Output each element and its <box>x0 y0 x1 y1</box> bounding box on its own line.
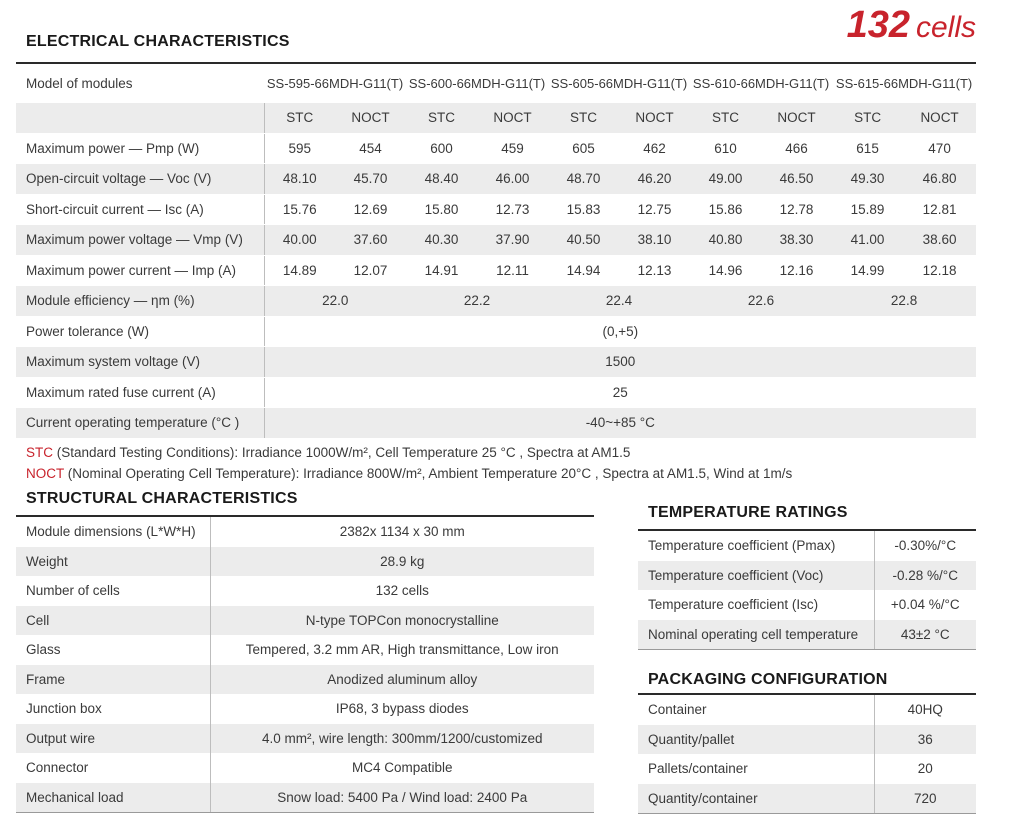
packaging-label: Quantity/container <box>638 784 874 814</box>
tolerance-value: (0,+5) <box>264 316 976 347</box>
cells-number: 132 <box>846 4 910 46</box>
model-name: SS-605-66MDH-G11(T) <box>548 65 690 103</box>
tolerance-row <box>16 316 976 347</box>
stc-header: STC <box>548 103 619 134</box>
system-voltage-row <box>16 347 976 378</box>
structural-label: Mechanical load <box>16 783 210 813</box>
temperature-value: +0.04 %/°C <box>874 590 976 620</box>
parameter-label: Short-circuit current — Isc (A) <box>16 194 264 225</box>
model-name: SS-600-66MDH-G11(T) <box>406 65 548 103</box>
parameter-value: 12.18 <box>903 255 976 286</box>
op-temp-value: -40~+85 °C <box>264 408 976 439</box>
structural-value: 2382x 1134 x 30 mm <box>210 517 594 547</box>
noct-key: NOCT <box>26 466 65 481</box>
model-name: SS-615-66MDH-G11(T) <box>832 65 976 103</box>
stc-key: STC <box>26 445 53 460</box>
packaging-label: Container <box>648 702 707 718</box>
structural-row <box>16 547 594 577</box>
electrical-title: ELECTRICAL CHARACTERISTICS <box>26 33 290 50</box>
structural-value: Anodized aluminum alloy <box>210 665 594 695</box>
parameter-value: 40.30 <box>406 225 477 256</box>
parameter-value: 46.00 <box>477 164 548 195</box>
op-temp-label: Current operating temperature (°C ) <box>16 408 264 439</box>
packaging-row <box>638 784 976 814</box>
parameter-value: 46.20 <box>619 164 690 195</box>
parameter-value: 615 <box>832 133 903 164</box>
parameter-value: 38.10 <box>619 225 690 256</box>
efficiency-value: 22.8 <box>832 286 976 317</box>
efficiency-label: Module efficiency — ηm (%) <box>16 286 264 317</box>
structural-row <box>16 753 594 783</box>
efficiency-row <box>16 286 976 317</box>
stc-header: STC <box>406 103 477 134</box>
structural-value: 4.0 mm², wire length: 300mm/1200/customized <box>210 724 594 754</box>
structural-value: N-type TOPCon monocrystalline <box>210 606 594 636</box>
structural-label: Output wire <box>16 724 210 754</box>
efficiency-value: 22.6 <box>690 286 832 317</box>
temperature-value: -0.30%/°C <box>874 531 976 561</box>
fuse-value: 25 <box>264 377 976 408</box>
parameter-value: 40.50 <box>548 225 619 256</box>
structural-row <box>16 576 594 606</box>
cells-badge <box>847 4 976 47</box>
fuse-row <box>16 377 976 408</box>
structural-title: STRUCTURAL CHARACTERISTICS <box>26 490 298 507</box>
model-name: SS-595-66MDH-G11(T) <box>264 65 406 103</box>
parameter-value: 15.89 <box>832 194 903 225</box>
parameter-value: 12.75 <box>619 194 690 225</box>
packaging-table <box>638 695 976 814</box>
stc-text: (Standard Testing Conditions): Irradiance 1000W/m², Cell Temperature 25 °C , Spectra at AM1.5 <box>53 445 631 460</box>
electrical-row <box>16 225 976 256</box>
parameter-value: 37.60 <box>335 225 406 256</box>
parameter-value: 15.86 <box>690 194 761 225</box>
packaging-title: PACKAGING CONFIGURATION <box>648 671 888 688</box>
parameter-value: 12.13 <box>619 255 690 286</box>
cells-word: cells <box>915 11 976 44</box>
temperature-table <box>638 531 976 650</box>
electrical-row <box>16 255 976 286</box>
noct-header: NOCT <box>761 103 832 134</box>
parameter-value: 41.00 <box>832 225 903 256</box>
parameter-label: Open-circuit voltage — Voc (V) <box>16 164 264 195</box>
structural-row <box>16 694 594 724</box>
parameter-value: 14.94 <box>548 255 619 286</box>
structural-label: Weight <box>16 547 210 577</box>
parameter-value: 38.30 <box>761 225 832 256</box>
noct-header: NOCT <box>335 103 406 134</box>
structural-label: Module dimensions (L*W*H) <box>26 524 196 540</box>
temperature-value: -0.28 %/°C <box>874 561 976 591</box>
structural-label: Cell <box>16 606 210 636</box>
electrical-row <box>16 164 976 195</box>
tolerance-label: Power tolerance (W) <box>16 316 264 347</box>
structural-table <box>16 517 594 813</box>
parameter-value: 38.60 <box>903 225 976 256</box>
stc-header: STC <box>832 103 903 134</box>
model-name: SS-610-66MDH-G11(T) <box>690 65 832 103</box>
parameter-value: 605 <box>548 133 619 164</box>
stc-header: STC <box>690 103 761 134</box>
structural-label: Glass <box>26 642 61 658</box>
parameter-value: 12.69 <box>335 194 406 225</box>
noct-note <box>26 466 792 481</box>
noct-header: NOCT <box>477 103 548 134</box>
packaging-value: 36 <box>874 725 976 755</box>
electrical-table <box>16 65 976 439</box>
packaging-row <box>638 725 976 755</box>
parameter-value: 12.73 <box>477 194 548 225</box>
packaging-label: Pallets/container <box>648 761 748 777</box>
structural-value: IP68, 3 bypass diodes <box>210 694 594 724</box>
structural-value: 28.9 kg <box>210 547 594 577</box>
parameter-value: 459 <box>477 133 548 164</box>
temperature-label: Temperature coefficient (Isc) <box>648 597 819 613</box>
parameter-value: 15.76 <box>264 194 335 225</box>
parameter-value: 46.80 <box>903 164 976 195</box>
packaging-value: 20 <box>874 754 976 784</box>
temperature-value: 43±2 °C <box>874 620 976 650</box>
structural-label: Junction box <box>26 701 102 717</box>
parameter-value: 454 <box>335 133 406 164</box>
parameter-value: 14.96 <box>690 255 761 286</box>
structural-value: Snow load: 5400 Pa / Wind load: 2400 Pa <box>210 783 594 813</box>
parameter-value: 610 <box>690 133 761 164</box>
parameter-value: 49.00 <box>690 164 761 195</box>
model-label: Model of modules <box>16 65 264 103</box>
parameter-value: 49.30 <box>832 164 903 195</box>
structural-row <box>16 724 594 754</box>
temperature-row <box>638 590 976 620</box>
parameter-value: 12.78 <box>761 194 832 225</box>
parameter-value: 40.80 <box>690 225 761 256</box>
parameter-value: 40.00 <box>264 225 335 256</box>
parameter-value: 48.40 <box>406 164 477 195</box>
structural-row <box>16 606 594 636</box>
parameter-value: 595 <box>264 133 335 164</box>
op-temp-row <box>16 408 976 439</box>
parameter-label: Maximum power — Pmp (W) <box>16 133 264 164</box>
temperature-label: Temperature coefficient (Voc) <box>638 561 874 591</box>
packaging-label: Quantity/pallet <box>638 725 874 755</box>
structural-value: MC4 Compatible <box>210 753 594 783</box>
parameter-value: 15.83 <box>548 194 619 225</box>
parameter-value: 48.70 <box>548 164 619 195</box>
parameter-value: 14.99 <box>832 255 903 286</box>
structural-label: Connector <box>26 760 89 776</box>
structural-row <box>16 665 594 695</box>
temperature-label: Nominal operating cell temperature <box>638 620 874 650</box>
temperature-row <box>638 531 976 561</box>
efficiency-value: 22.4 <box>548 286 690 317</box>
noct-header: NOCT <box>903 103 976 134</box>
parameter-value: 600 <box>406 133 477 164</box>
temperature-row <box>638 620 976 650</box>
temperature-title: TEMPERATURE RATINGS <box>648 504 848 521</box>
parameter-value: 15.80 <box>406 194 477 225</box>
model-row <box>16 65 976 103</box>
electrical-row <box>16 194 976 225</box>
fuse-label: Maximum rated fuse current (A) <box>16 377 264 408</box>
system-voltage-value: 1500 <box>264 347 976 378</box>
parameter-value: 466 <box>761 133 832 164</box>
efficiency-value: 22.2 <box>406 286 548 317</box>
structural-row <box>16 517 594 547</box>
structural-row <box>16 635 594 665</box>
structural-label: Frame <box>16 665 210 695</box>
parameter-value: 462 <box>619 133 690 164</box>
temperature-label: Temperature coefficient (Pmax) <box>648 538 836 554</box>
parameter-value: 45.70 <box>335 164 406 195</box>
parameter-value: 48.10 <box>264 164 335 195</box>
parameter-label: Maximum power voltage — Vmp (V) <box>16 225 264 256</box>
structural-label: Number of cells <box>26 583 120 599</box>
structural-value: 132 cells <box>210 576 594 606</box>
parameter-value: 46.50 <box>761 164 832 195</box>
structural-row <box>16 783 594 813</box>
parameter-value: 14.89 <box>264 255 335 286</box>
stc-header: STC <box>264 103 335 134</box>
parameter-value: 12.16 <box>761 255 832 286</box>
parameter-value: 37.90 <box>477 225 548 256</box>
parameter-value: 12.11 <box>477 255 548 286</box>
stc-note <box>26 445 630 460</box>
temperature-row <box>638 561 976 591</box>
electrical-top-rule <box>16 62 976 64</box>
parameter-value: 12.81 <box>903 194 976 225</box>
system-voltage-label: Maximum system voltage (V) <box>16 347 264 378</box>
noct-header: NOCT <box>619 103 690 134</box>
parameter-value: 14.91 <box>406 255 477 286</box>
noct-text: (Nominal Operating Cell Temperature): Irradiance 800W/m², Ambient Temperature 20°C , Spectra at AM1.5, Wind at 1m/s <box>64 466 793 481</box>
parameter-label: Maximum power current — Imp (A) <box>16 255 264 286</box>
structural-value: Tempered, 3.2 mm AR, High transmittance, Low iron <box>210 635 594 665</box>
parameter-value: 12.07 <box>335 255 406 286</box>
efficiency-value: 22.0 <box>264 286 406 317</box>
packaging-value: 40HQ <box>874 695 976 725</box>
parameter-value: 470 <box>903 133 976 164</box>
condition-row <box>16 103 976 134</box>
electrical-row <box>16 133 976 164</box>
packaging-value: 720 <box>874 784 976 814</box>
packaging-row <box>638 695 976 725</box>
packaging-row <box>638 754 976 784</box>
